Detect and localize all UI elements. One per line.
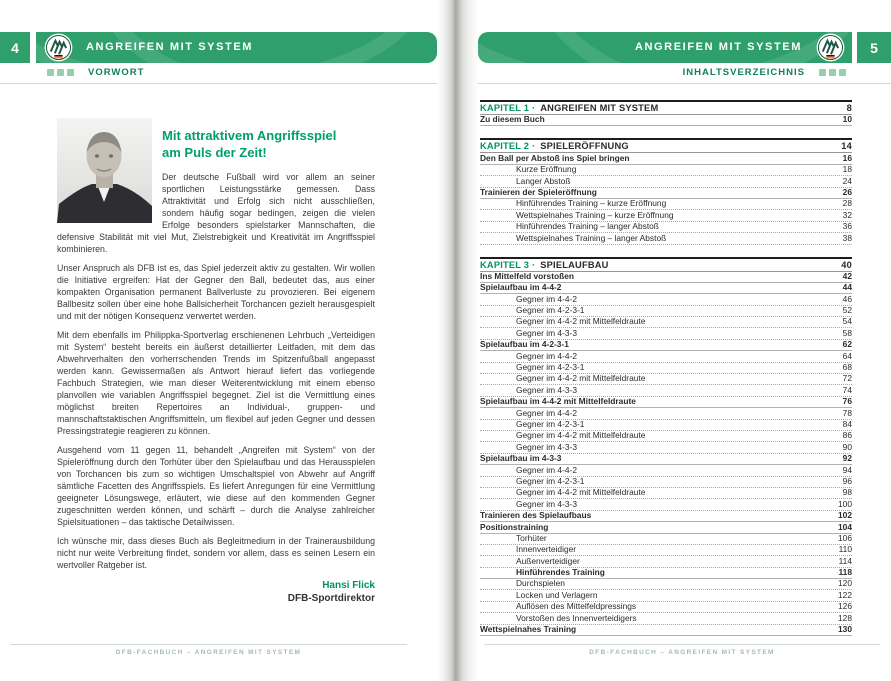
- toc-row: [480, 138, 852, 153]
- toc-row: [480, 590, 852, 601]
- toc-entry-page: 68: [842, 362, 852, 373]
- toc-entry-title: Kurze Eröffnung: [516, 164, 577, 175]
- toc-entry-page: 8: [846, 103, 852, 113]
- toc-entry-page: 102: [838, 510, 852, 521]
- toc-entry-title: Torhüter: [516, 532, 547, 543]
- toc-entry-title: Trainieren der Spieleröffnung: [480, 186, 597, 197]
- toc-row: [480, 454, 852, 465]
- toc-chapter-label: KAPITEL 1 ·: [480, 103, 536, 113]
- toc-entry-title: Hinführendes Training – langer Abstoß: [516, 221, 659, 232]
- signature-name: Hansi Flick: [322, 580, 375, 591]
- toc-entry-title: Gegner im 4-4-2: [516, 350, 577, 361]
- toc-entry-title: Gegner im 4-3-3: [516, 327, 577, 338]
- header-banner-right: [478, 32, 852, 63]
- toc-entry-title: Wettspielnahes Training: [480, 624, 577, 635]
- toc-row: [480, 188, 852, 199]
- toc-row: [480, 272, 852, 283]
- toc-entry-title: Gegner im 4-4-2 mit Mittelfeldraute: [516, 430, 646, 441]
- toc-entry-title: Gegner im 4-4-2 mit Mittelfeldraute: [516, 373, 646, 384]
- toc-entry-title: Gegner im 4-4-2 mit Mittelfeldraute: [516, 316, 646, 327]
- vorwort-paragraphs: [57, 171, 375, 571]
- toc-entry-page: 120: [838, 578, 852, 589]
- toc-entry-page: 100: [838, 498, 852, 509]
- toc-entry-page: 16: [842, 152, 852, 163]
- toc-row: [480, 442, 852, 453]
- vorwort-paragraph: Unser Anspruch als DFB ist es, das Spiel jederzeit aktiv zu gestalten. Wir wollen die Initiative ergreifen: Hat der Gegner den Ball, bedeutet das, aus einer kompakten Organisation permanent Ballverluste zu provozieren. Bei eigenem Ballbesitz sollen über eine hohe Ballsicherheit Torchancen gezielt herausgespielt und mit der nötigen Konsequenz verwertet werden.: [57, 263, 375, 321]
- toc-row: [480, 340, 852, 351]
- toc-row: [480, 210, 852, 221]
- toc-entry-page: 40: [841, 259, 852, 270]
- toc-entry-title: SPIELERÖFFNUNG: [540, 141, 629, 152]
- toc-section-gap: [480, 245, 852, 257]
- toc-entry-page: 96: [842, 475, 852, 486]
- toc-row: [480, 613, 852, 624]
- toc-row: [480, 363, 852, 374]
- toc-row: [480, 431, 852, 442]
- toc-entry-page: 36: [842, 221, 852, 232]
- toc-entry-page: 38: [842, 232, 852, 243]
- toc-row: [480, 176, 852, 187]
- header-banner-left: [36, 32, 437, 63]
- toc-entry-page: 126: [838, 601, 852, 612]
- toc-entry-page: 62: [842, 339, 852, 350]
- toc-row: [480, 625, 852, 636]
- toc-row: [480, 351, 852, 362]
- toc-entry-page: 52: [842, 305, 852, 316]
- toc-row: [480, 294, 852, 305]
- section-label: VORWORT: [88, 66, 145, 78]
- toc-row: [480, 602, 852, 613]
- section-header-vorwort: [47, 66, 158, 78]
- toc-row: [480, 499, 852, 510]
- toc-row: [480, 233, 852, 244]
- toc-row: [480, 317, 852, 328]
- toc-entry-title: Spielaufbau im 4-2-3-1: [480, 339, 569, 350]
- toc-list: [480, 100, 852, 636]
- vorwort-content: [57, 116, 375, 604]
- signature-block: [57, 580, 375, 604]
- toc-entry-page: 74: [842, 384, 852, 395]
- toc-row: [480, 328, 852, 339]
- toc-entry-title: Gegner im 4-2-3-1: [516, 418, 585, 429]
- toc-entry-page: 122: [838, 589, 852, 600]
- toc-entry-title: Gegner im 4-2-3-1: [516, 362, 585, 373]
- toc-entry-title: Innenverteidiger: [516, 544, 577, 555]
- toc-section-gap: [480, 126, 852, 138]
- page-number-left: 4: [0, 32, 30, 63]
- toc-entry-title: Gegner im 4-3-3: [516, 498, 577, 509]
- toc-entry-title: Wettspielnahes Training – kurze Eröffnung: [516, 209, 674, 220]
- page-number-right: 5: [857, 32, 891, 63]
- toc-row: [480, 165, 852, 176]
- toc-entry-title: Gegner im 4-4-2: [516, 293, 577, 304]
- toc-entry-title: SPIELAUFBAU: [540, 259, 609, 270]
- toc-row: [480, 115, 852, 126]
- page-footer-left: DFB-FACHBUCH – ANGREIFEN MIT SYSTEM: [10, 644, 407, 656]
- toc-entry-page: 10: [842, 114, 852, 125]
- toc-row: [480, 257, 852, 272]
- toc-entry-title: Gegner im 4-2-3-1: [516, 475, 585, 486]
- toc-entry-page: 98: [842, 487, 852, 498]
- toc-entry-title: Wettspielnahes Training – langer Abstoß: [516, 232, 667, 243]
- toc-entry-page: 46: [842, 293, 852, 304]
- toc-row: [480, 100, 852, 115]
- vorwort-title: Mit attraktivem Angriffsspiel am Puls der Zeit!: [162, 128, 337, 160]
- toc-row: [480, 153, 852, 164]
- toc-row: [480, 199, 852, 210]
- toc-entry-page: 54: [842, 316, 852, 327]
- toc-entry-page: 42: [842, 270, 852, 281]
- toc-entry-page: 72: [842, 373, 852, 384]
- toc-entry-page: 114: [838, 555, 852, 566]
- section-header-inhaltsverzeichnis: [669, 66, 846, 78]
- toc-row: [480, 545, 852, 556]
- toc-entry-page: 86: [842, 430, 852, 441]
- dfb-logo-icon: [816, 33, 845, 62]
- toc-entry-title: Hinführendes Training – kurze Eröffnung: [516, 198, 667, 209]
- toc-entry-page: 110: [838, 544, 852, 555]
- toc-entry-page: 44: [842, 282, 852, 293]
- hansi-flick-portrait-photo: [57, 118, 152, 223]
- page-right-inhaltsverzeichnis: [452, 0, 891, 681]
- toc-entry-page: 84: [842, 418, 852, 429]
- toc-entry-title: Spielaufbau im 4-3-3: [480, 453, 562, 464]
- vorwort-paragraph: Mit dem ebenfalls im Philippka-Sportverlag erschienenen Lehrbuch „Verteidigen mit System“ besteht bereits ein äußerst detaillierter Leitfaden, mit dem das Abwehrverhalten den vorherrschenden Trends im Spitzenfußball angepasst werden kann. Gewissermaßen als Antwort hierauf liefert das vorliegende Fachbuch Strategien, wie man dieser Weiterentwicklung mit einem ebenso planvollen wie variablen Angriffsspiel begegnet. Ziel ist die Vermittlung eines möglichst breiten Repertoires an Individual-, gruppen- und mannschaftstaktischen Angriffsmitteln, um flexibel auf jeden Gegner und dessen Pressingstrategie reagieren zu können.: [57, 330, 375, 436]
- toc-row: [480, 579, 852, 590]
- toc-entry-page: 26: [842, 186, 852, 197]
- page-footer-right: DFB-FACHBUCH – ANGREIFEN MIT SYSTEM: [484, 644, 880, 656]
- toc-row: [480, 408, 852, 419]
- toc-entry-title: Vorstoßen des Innenverteidigers: [516, 612, 637, 623]
- book-title-banner: ANGREIFEN MIT SYSTEM: [634, 41, 802, 53]
- toc-entry-title: Außenverteidiger: [516, 555, 580, 566]
- toc-row: [480, 420, 852, 431]
- toc-row: [480, 397, 852, 408]
- toc-entry-title: ANGREIFEN MIT SYSTEM: [540, 103, 659, 113]
- toc-row: [480, 556, 852, 567]
- section-marker-squares: [47, 69, 74, 76]
- toc-entry-page: 92: [842, 453, 852, 464]
- dfb-logo-icon: [44, 33, 73, 62]
- toc-row: [480, 511, 852, 522]
- toc-entry-title: Trainieren des Spielaufbaus: [480, 510, 592, 521]
- toc-entry-title: Den Ball per Abstoß ins Spiel bringen: [480, 152, 630, 163]
- toc-chapter-label: KAPITEL 2 ·: [480, 141, 536, 152]
- toc-row: [480, 534, 852, 545]
- vorwort-paragraph: Ausgehend vom 11 gegen 11, behandelt „Angreifen mit System“ von der Spieleröffnung durch den Torhüter über den Spielaufbau und das Herausspielen von Torchancen bis zum so wichtigen Umschaltspiel von Abwehr auf Angriff sämtliche Facetten des Angriffsspiels. Es liefert Anregungen für eine Vermittlung geeigneter Lösungswege, erläutert, wie diese auf den kommenden Gegner zugeschnitten werden können, und schärft – durch die Analyse zahlreicher Spielsituationen – das taktische Detailwissen.: [57, 445, 375, 527]
- toc-entry-page: 64: [842, 350, 852, 361]
- toc-entry-title: Langer Abstoß: [516, 175, 571, 186]
- toc-entry-page: 128: [838, 612, 852, 623]
- toc-row: [480, 222, 852, 233]
- toc-entry-page: 32: [842, 209, 852, 220]
- section-label: INHALTSVERZEICHNIS: [682, 66, 805, 78]
- toc-row: [480, 568, 852, 579]
- toc-entry-title: Auflösen des Mittelfeldpressings: [516, 601, 637, 612]
- toc-entry-page: 90: [842, 441, 852, 452]
- header-divider: [0, 83, 450, 84]
- toc-row: [480, 477, 852, 488]
- toc-entry-page: 18: [842, 164, 852, 175]
- vorwort-paragraph: Ich wünsche mir, dass dieses Buch als Begleitmedium in der Trainerausbildung nicht nur weite Verbreitung findet, sondern vor allem, dass es seinen Lesern ein wertvoller Ratgeber ist.: [57, 536, 375, 570]
- toc-entry-title: Gegner im 4-3-3: [516, 441, 577, 452]
- toc-chapter-label: KAPITEL 3 ·: [480, 259, 536, 270]
- toc-row: [480, 385, 852, 396]
- toc-row: [480, 374, 852, 385]
- toc-row: [480, 488, 852, 499]
- toc-entry-title: Gegner im 4-4-2 mit Mittelfeldraute: [516, 487, 646, 498]
- toc-row: [480, 522, 852, 533]
- toc-entry-page: 28: [842, 198, 852, 209]
- toc-entry-page: 14: [841, 141, 852, 152]
- toc-entry-title: Hinführendes Training: [516, 567, 605, 578]
- toc-entry-title: Spielaufbau im 4-4-2: [480, 282, 562, 293]
- toc-entry-page: 94: [842, 464, 852, 475]
- toc-row: [480, 306, 852, 317]
- toc-entry-page: 78: [842, 407, 852, 418]
- book-spine-gutter: [437, 0, 478, 681]
- toc-row: [480, 283, 852, 294]
- toc-entry-page: 118: [838, 567, 852, 578]
- toc-row: [480, 465, 852, 476]
- section-marker-squares: [819, 69, 846, 76]
- toc-entry-title: Durchspielen: [516, 578, 565, 589]
- toc-entry-title: Gegner im 4-3-3: [516, 384, 577, 395]
- toc-entry-page: 106: [838, 532, 852, 543]
- toc-entry-title: Gegner im 4-4-2: [516, 464, 577, 475]
- toc-entry-page: 104: [838, 521, 852, 532]
- toc-entry-page: 130: [838, 624, 852, 635]
- book-title-banner: ANGREIFEN MIT SYSTEM: [86, 41, 254, 53]
- vorwort-paragraph: Der deutsche Fußball wird vor allem an seiner sportlichen Leistungsstärke gemessen. Dass Attraktivität und Erfolg sich nicht ausschließen, sondern häufig sogar bedingen, zeigen die vielen Erfolge besonders spielstarker Mannschaften, die defensive Stabilität mit viel Mut, Zielstrebigkeit und Kreativität im Angriffsspiel kombinieren.: [57, 172, 375, 254]
- header-divider: [452, 83, 891, 84]
- toc-entry-page: 24: [842, 175, 852, 186]
- signature-role: DFB-Sportdirektor: [287, 593, 375, 604]
- toc-entry-title: Ins Mittelfeld vorstoßen: [480, 270, 574, 281]
- toc-entry-title: Gegner im 4-2-3-1: [516, 305, 585, 316]
- toc-entry-title: Positionstraining: [480, 521, 549, 532]
- toc-entry-title: Gegner im 4-4-2: [516, 407, 577, 418]
- toc-entry-title: Zu diesem Buch: [480, 114, 545, 125]
- toc-entry-title: Spielaufbau im 4-4-2 mit Mittelfeldraute: [480, 396, 636, 407]
- toc-entry-title: Locken und Verlagern: [516, 589, 598, 600]
- toc-entry-page: 76: [842, 396, 852, 407]
- toc-entry-page: 58: [842, 327, 852, 338]
